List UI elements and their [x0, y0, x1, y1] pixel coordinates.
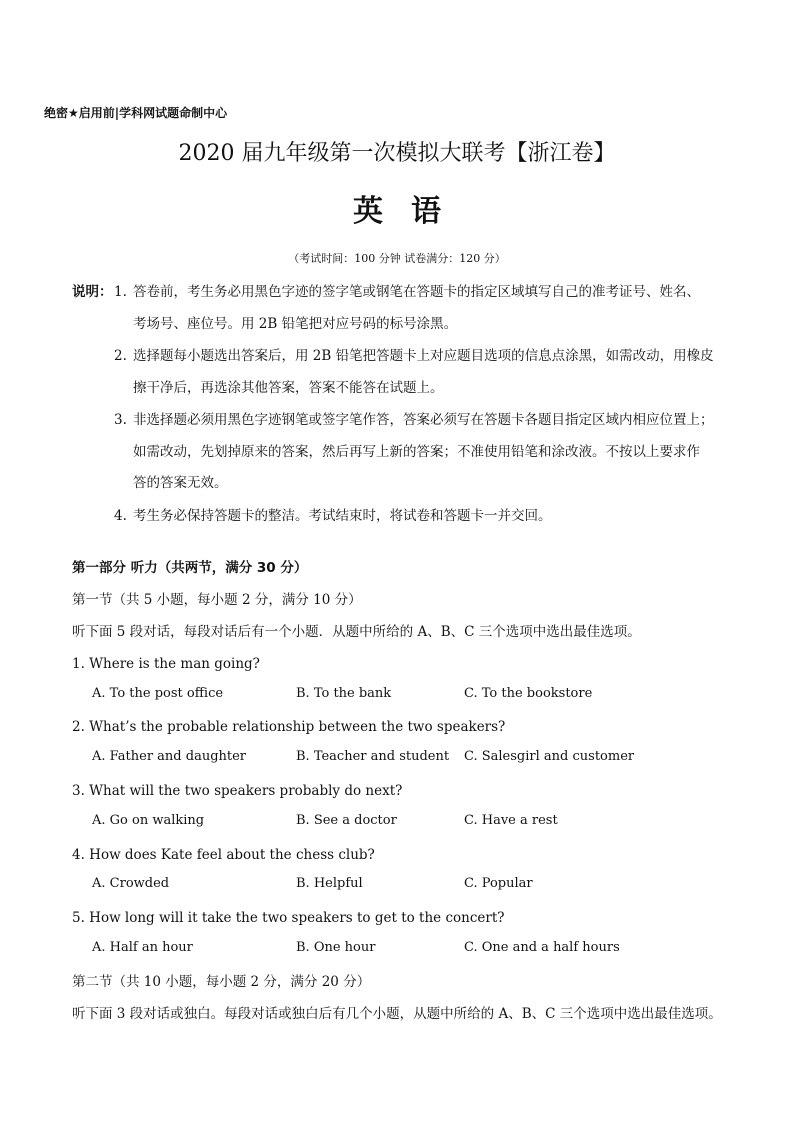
question-4: 4. How does Kate feel about the chess club? — [72, 847, 375, 863]
instruction-line: 答卷前，考生务必用黑色字迹的签字笔或钢笔在答题卡的指定区域填写自己的准考证号、姓名、 — [133, 284, 700, 300]
section1-direction: 听下面 5 段对话，每段对话后有一个小题．从题中所给的 A、B、C 三个选项中选出最佳选项。 — [72, 624, 641, 640]
option-c: C. Popular — [464, 876, 533, 891]
option-b: B. See a doctor — [296, 813, 397, 828]
question-1: 1. Where is the man going? — [72, 656, 260, 672]
option-b: B. To the bank — [296, 686, 392, 701]
option-c: C. Have a rest — [464, 813, 558, 828]
section2-direction: 听下面 3 段对话或独白。每段对话或独白后有几个小题，从题中所给的 A、B、C 三个选项中选出最佳选项。 — [72, 1006, 722, 1022]
section1-heading: 第一节（共 5 小题，每小题 2 分，满分 10 分） — [72, 592, 362, 608]
option-a: A. Half an hour — [92, 940, 193, 955]
option-c: C. Salesgirl and customer — [464, 749, 635, 764]
option-c: C. One and a half hours — [464, 940, 620, 955]
option-c: C. To the bookstore — [464, 686, 593, 701]
instructions-label: 说明： — [72, 284, 113, 300]
part1-heading: 第一部分 听力（共两节，满分 30 分） — [72, 560, 308, 576]
confidential-tag: 绝密★启用前|学科网试题命制中心 — [44, 106, 228, 120]
instruction-line: 选择题每小题选出答案后，用 2B 铅笔把答题卡上对应题目选项的信息点涂黑，如需改动，用橡皮 — [133, 348, 714, 364]
section2-heading: 第二节（共 10 小题，每小题 2 分，满分 20 分） — [72, 974, 371, 990]
instruction-number-4: 4. — [114, 508, 127, 524]
instruction-line: 非选择题必须用黑色字迹钢笔或签字笔作答，答案必须写在答题卡各题目指定区域内相应位置上； — [133, 412, 714, 428]
option-b: B. Helpful — [296, 876, 363, 891]
instruction-line: 答的答案无效。 — [133, 475, 228, 491]
subject-title: 英语 — [353, 194, 469, 229]
question-5: 5. How long will it take the two speakers to get to the concert? — [72, 910, 505, 926]
instruction-line: 如需改动，先划掉原来的答案，然后再写上新的答案；不准使用铅笔和涂改液。不按以上要求作 — [133, 444, 700, 460]
option-a: A. Crowded — [92, 876, 170, 891]
instruction-line: 擦干净后，再选涂其他答案，答案不能答在试题上。 — [133, 380, 444, 396]
option-a: A. To the post office — [92, 686, 224, 701]
question-2: 2. What’s the probable relationship between the two speakers? — [72, 719, 506, 735]
option-a: A. Father and daughter — [92, 749, 247, 764]
question-3: 3. What will the two speakers probably do next? — [72, 783, 403, 799]
option-b: B. One hour — [296, 940, 376, 955]
instruction-number-3: 3. — [114, 412, 127, 428]
exam-time-info: （考试时间：100 分钟 试卷满分：120 分） — [288, 252, 506, 265]
option-a: A. Go on walking — [92, 813, 205, 828]
option-b: B. Teacher and student — [296, 749, 450, 764]
instruction-line: 考生务必保持答题卡的整洁。考试结束时，将试卷和答题卡一并交回。 — [133, 508, 552, 524]
instruction-number-1: 1. — [114, 284, 127, 300]
instruction-line: 考场号、座位号。用 2B 铅笔把对应号码的标号涂黑。 — [133, 316, 458, 332]
instruction-number-2: 2. — [114, 348, 127, 364]
exam-title: 2020 届九年级第一次模拟大联考【浙江卷】 — [178, 141, 616, 166]
